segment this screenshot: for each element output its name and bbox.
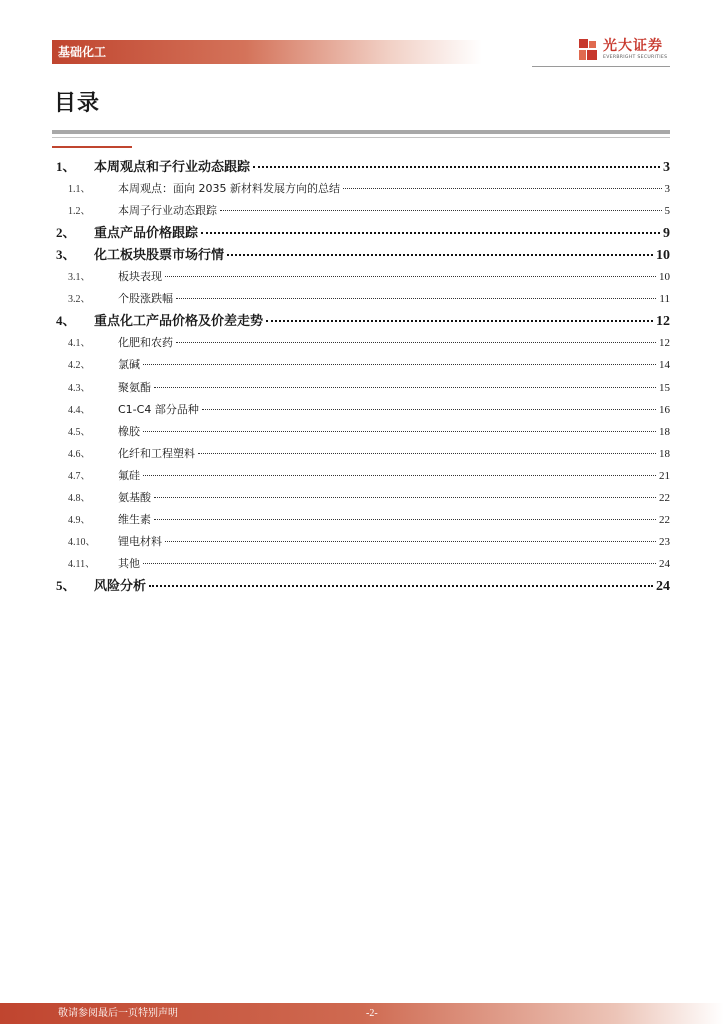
toc-entry-number: 4.4、 <box>68 404 91 416</box>
toc-entry-section[interactable] <box>56 266 670 288</box>
footer-disclaimer: 敬请参阅最后一页特别声明 <box>58 1008 178 1019</box>
toc-entry-title: 氯碱 <box>118 358 140 372</box>
toc-entry-number: 4.10、 <box>68 537 96 549</box>
toc-entry-title: 化纤和工程塑料 <box>118 446 195 460</box>
toc-entry-chapter[interactable] <box>56 222 670 244</box>
header-band <box>52 40 482 64</box>
toc-entry-section[interactable] <box>56 509 670 531</box>
toc-entry-title: 板块表现 <box>118 270 162 284</box>
toc-entry-number: 3、 <box>56 247 76 263</box>
toc-dot-leader <box>253 166 660 168</box>
toc-dot-leader <box>198 453 656 454</box>
toc-dot-leader <box>165 276 656 277</box>
toc-entry-page: 3 <box>663 160 670 175</box>
toc-entry-number: 4.8、 <box>68 493 91 505</box>
toc-entry-chapter[interactable] <box>56 310 670 332</box>
toc-entry-page: 21 <box>659 469 670 482</box>
toc-entry-title: 本周子行业动态跟踪 <box>118 204 217 218</box>
toc-entry-number: 4.3、 <box>68 382 91 394</box>
toc-entry-section[interactable] <box>56 553 670 575</box>
toc-entry-page: 22 <box>659 514 670 527</box>
toc-dot-leader <box>143 431 656 432</box>
toc-entry-number: 1.1、 <box>68 184 91 195</box>
toc-entry-page: 18 <box>659 425 670 438</box>
toc-entry-number: 4.7、 <box>68 470 91 482</box>
toc-entry-page: 15 <box>659 381 670 394</box>
toc-entry-section[interactable] <box>56 200 670 222</box>
toc-entry-number: 4、 <box>56 313 76 329</box>
toc-entry-section[interactable] <box>56 288 670 310</box>
toc-dot-leader <box>149 585 653 587</box>
toc-entry-number: 2、 <box>56 225 76 241</box>
toc-entry-section[interactable] <box>56 443 670 465</box>
toc-entry-title: 个股涨跌幅 <box>118 292 173 306</box>
toc-dot-leader <box>220 210 662 211</box>
toc-entry-page: 10 <box>659 271 670 284</box>
toc-entry-page: 18 <box>659 447 670 460</box>
toc-entry-page: 10 <box>656 248 670 264</box>
toc-dot-leader <box>165 541 656 542</box>
toc-entry-number: 4.9、 <box>68 515 91 527</box>
toc-entry-section[interactable] <box>56 531 670 553</box>
title-rule-thin <box>52 137 670 138</box>
toc-dot-leader <box>154 387 656 388</box>
toc-dot-leader <box>176 298 656 299</box>
toc-entry-section[interactable] <box>56 465 670 487</box>
logo-text: 光大证券 <box>603 38 663 54</box>
toc-entry-number: 4.6、 <box>68 448 91 460</box>
toc-entry-section[interactable] <box>56 487 670 509</box>
toc-entry-chapter[interactable] <box>56 244 670 266</box>
toc-entry-title: 锂电材料 <box>118 535 162 549</box>
toc-entry-number: 3.2、 <box>68 294 91 306</box>
toc-entry-title: 重点化工产品价格及价差走势 <box>94 314 264 330</box>
toc-entry-page: 12 <box>656 314 670 330</box>
toc-entry-page: 3 <box>664 183 670 195</box>
logo <box>577 36 673 66</box>
section-label: 基础化工 <box>58 45 107 59</box>
toc-entry-title: C1-C4 部分品种 <box>118 402 199 416</box>
toc-entry-page: 12 <box>659 337 670 350</box>
toc-dot-leader <box>343 188 662 189</box>
toc-entry-page: 22 <box>659 492 670 505</box>
everbright-logo-icon <box>577 38 599 62</box>
toc-entry-page: 24 <box>656 579 670 595</box>
toc-entry-number: 4.5、 <box>68 426 91 438</box>
table-of-contents <box>56 156 670 597</box>
toc-entry-number: 1、 <box>56 159 76 174</box>
toc-dot-leader <box>266 320 653 322</box>
toc-entry-number: 4.11、 <box>68 559 96 571</box>
toc-entry-section[interactable] <box>56 399 670 421</box>
toc-dot-leader <box>201 232 660 234</box>
toc-entry-number: 3.1、 <box>68 272 91 284</box>
toc-entry-title: 本周观点：面向 2035 新材料发展方向的总结 <box>118 182 340 195</box>
title-accent-bar <box>52 146 132 148</box>
footer-page-number: -2- <box>366 1008 378 1019</box>
toc-entry-page: 5 <box>664 205 670 218</box>
toc-entry-title: 氟硅 <box>118 468 140 482</box>
page-title: 目录 <box>54 91 101 116</box>
toc-entry-title: 氨基酸 <box>118 491 151 505</box>
toc-entry-section[interactable] <box>56 421 670 443</box>
toc-dot-leader <box>154 519 656 520</box>
toc-entry-section[interactable] <box>56 377 670 399</box>
toc-entry-title: 维生素 <box>118 513 151 527</box>
toc-dot-leader <box>227 254 653 256</box>
toc-entry-section[interactable] <box>56 354 670 376</box>
logo-subtext: EVERBRIGHT SECURITIES <box>603 55 668 60</box>
toc-dot-leader <box>154 497 656 498</box>
toc-entry-number: 1.2、 <box>68 206 91 218</box>
toc-dot-leader <box>143 563 656 564</box>
toc-entry-page: 16 <box>659 403 670 416</box>
toc-entry-number: 4.1、 <box>68 338 91 350</box>
toc-dot-leader <box>143 364 656 365</box>
toc-entry-title: 风险分析 <box>94 579 147 595</box>
title-rule <box>52 130 670 134</box>
toc-dot-leader <box>143 475 656 476</box>
toc-entry-page: 14 <box>659 359 670 372</box>
toc-entry-chapter[interactable] <box>56 575 670 597</box>
toc-entry-title: 本周观点和子行业动态跟踪 <box>94 160 251 175</box>
toc-entry-title: 聚氨酯 <box>118 380 151 394</box>
toc-dot-leader <box>202 409 656 410</box>
toc-entry-page: 23 <box>659 536 670 549</box>
toc-entry-number: 4.2、 <box>68 360 91 372</box>
toc-entry-title: 重点产品价格跟踪 <box>94 226 199 242</box>
toc-entry-page: 11 <box>659 293 670 306</box>
toc-entry-title: 化工板块股票市场行情 <box>94 248 225 264</box>
toc-entry-chapter[interactable] <box>56 156 670 178</box>
toc-entry-section[interactable] <box>56 178 670 200</box>
toc-entry-title: 橡胶 <box>118 424 140 438</box>
toc-dot-leader <box>176 342 656 343</box>
toc-entry-page: 24 <box>659 558 670 571</box>
toc-entry-title: 化肥和农药 <box>118 336 173 350</box>
toc-entry-number: 5、 <box>56 578 76 594</box>
header-rule <box>532 66 670 67</box>
toc-entry-title: 其他 <box>118 557 140 571</box>
toc-entry-page: 9 <box>663 226 670 242</box>
toc-entry-section[interactable] <box>56 332 670 354</box>
